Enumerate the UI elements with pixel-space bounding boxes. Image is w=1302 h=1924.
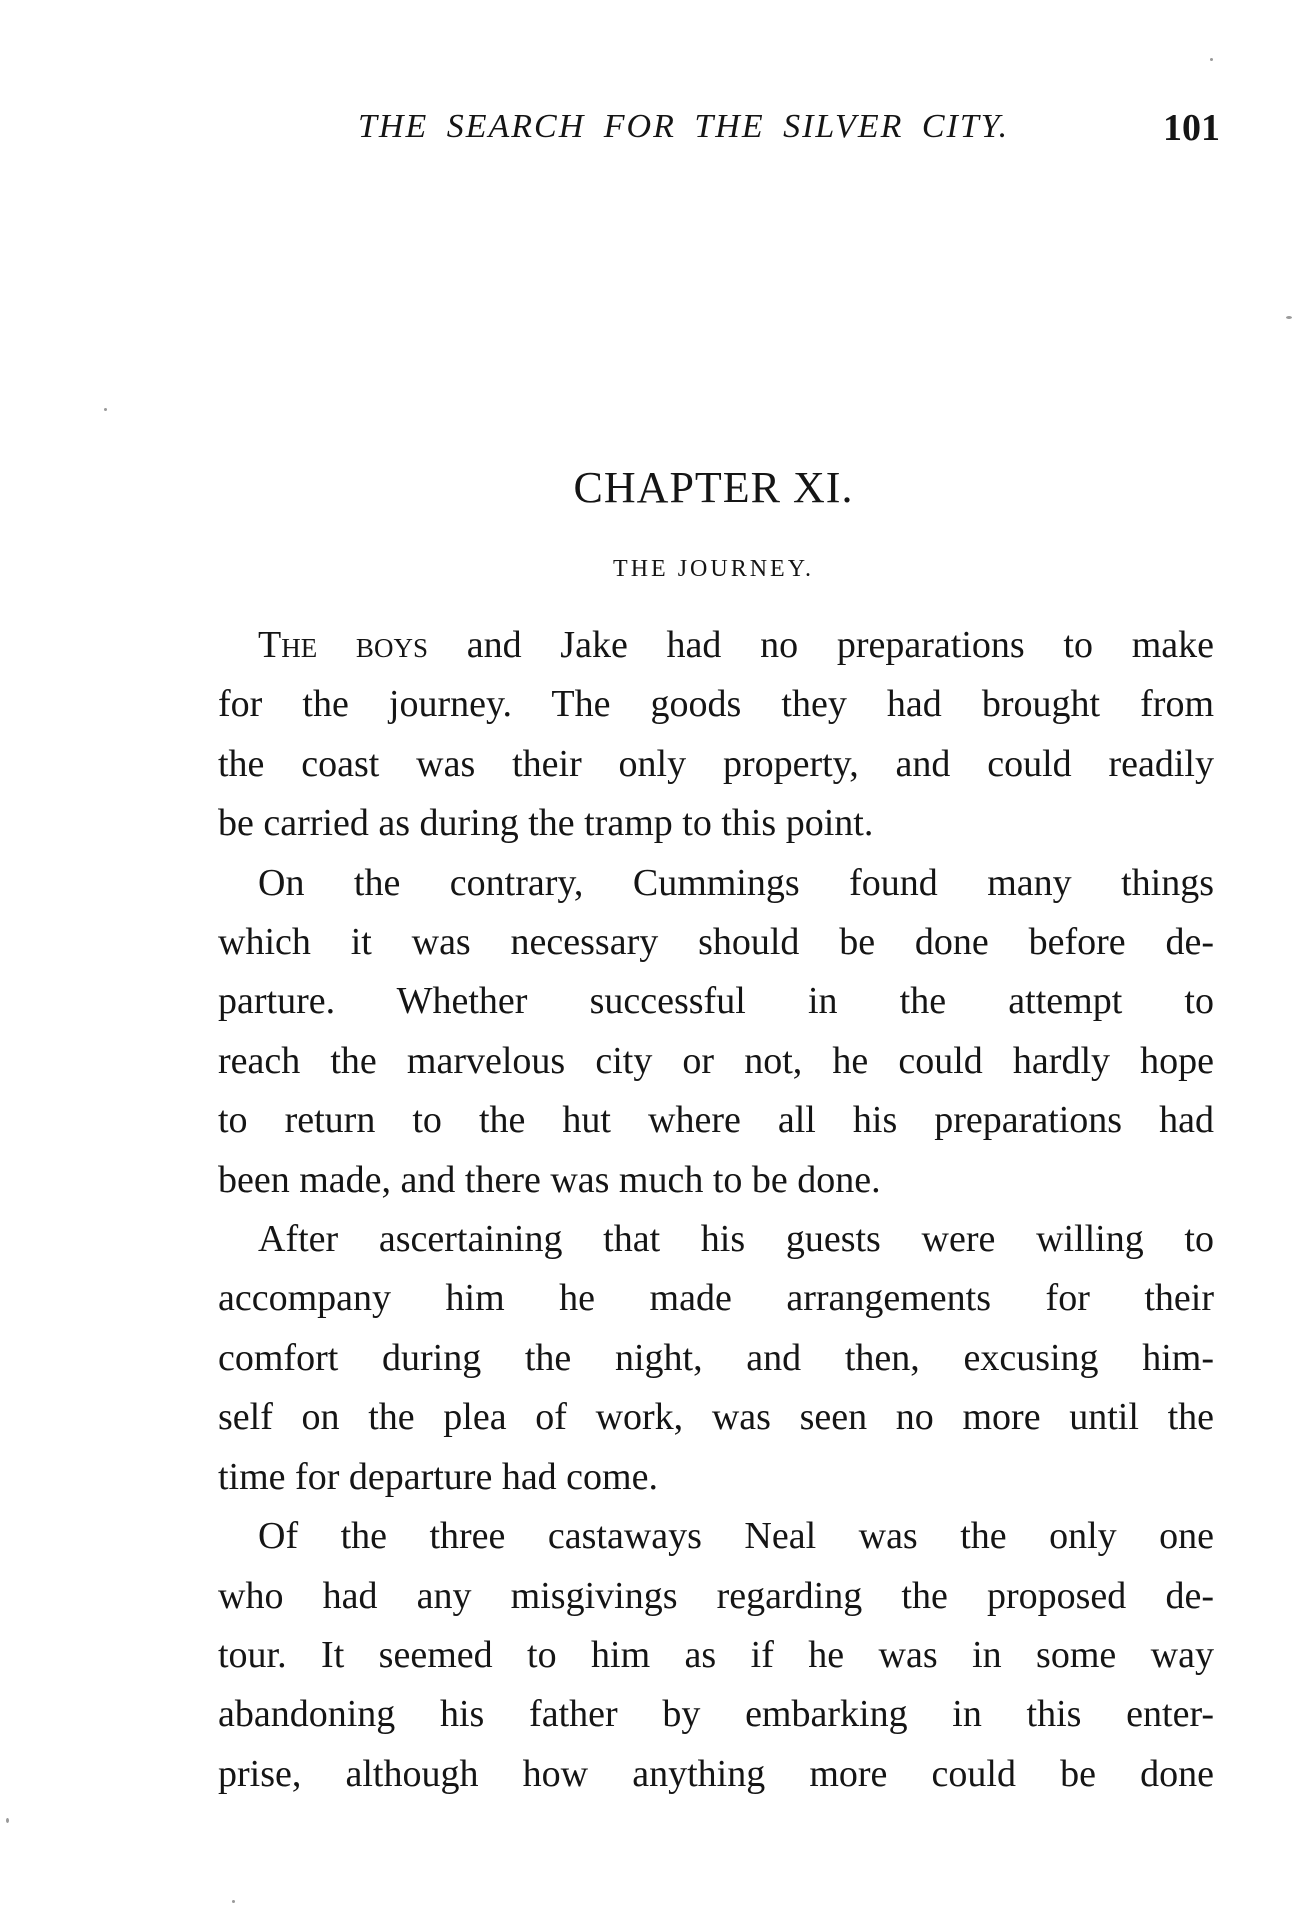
text-line: comfort during the night, and then, excusing him- (218, 1336, 1214, 1379)
scan-speck (6, 1818, 9, 1823)
text-line: Of the three castaways Neal was the only one (258, 1515, 1214, 1558)
text-line: been made, and there was much to be done. (218, 1158, 881, 1201)
small-caps-lead: The boys (258, 624, 428, 666)
text-line: tour. It seemed to him as if he was in some way (218, 1633, 1214, 1676)
text-line: which it was necessary should be done before de- (218, 921, 1214, 964)
text-line: the coast was their only property, and could readily (218, 742, 1214, 785)
scan-speck (1210, 58, 1213, 61)
text-line: parture. Whether successful in the attempt to (218, 980, 1214, 1023)
text-line: accompany him he made arrangements for their (218, 1277, 1214, 1320)
text-line: reach the marvelous city or not, he could hardly hope (218, 1039, 1214, 1082)
chapter-title: CHAPTER XI. (573, 463, 854, 512)
paragraph-4 (218, 1507, 1214, 1804)
text-line: After ascertaining that his guests were willing to (258, 1218, 1214, 1261)
running-title: THE SEARCH FOR THE SILVER CITY. (358, 108, 1010, 145)
text-line: self on the plea of work, was seen no more until the (218, 1396, 1214, 1439)
page-number: 101 (1163, 107, 1220, 149)
text-line (218, 616, 1214, 675)
text-line: to return to the hut where all his preparations had (218, 1099, 1214, 1142)
paragraph-3 (218, 1210, 1214, 1507)
text-line: On the contrary, Cummings found many things (258, 861, 1214, 904)
running-head (340, 108, 1220, 158)
text-line: prise, although how anything more could be done (218, 1752, 1214, 1795)
text-line: for the journey. The goods they had brought from (218, 683, 1214, 726)
text-line: abandoning his father by embarking in this enter- (218, 1693, 1214, 1736)
chapter-subtitle: THE JOURNEY. (613, 556, 814, 582)
paragraph-1 (218, 616, 1214, 854)
text-line: who had any misgivings regarding the proposed de- (218, 1574, 1214, 1617)
line-text: and Jake had no preparations to make (427, 624, 1214, 666)
scan-speck (232, 1900, 235, 1903)
text-line: time for departure had come. (218, 1455, 658, 1498)
scan-speck (104, 408, 107, 411)
text-line: be carried as during the tramp to this point. (218, 802, 874, 845)
body-text (218, 616, 1214, 1804)
paragraph-2 (218, 854, 1214, 1210)
scan-speck (1286, 316, 1292, 319)
